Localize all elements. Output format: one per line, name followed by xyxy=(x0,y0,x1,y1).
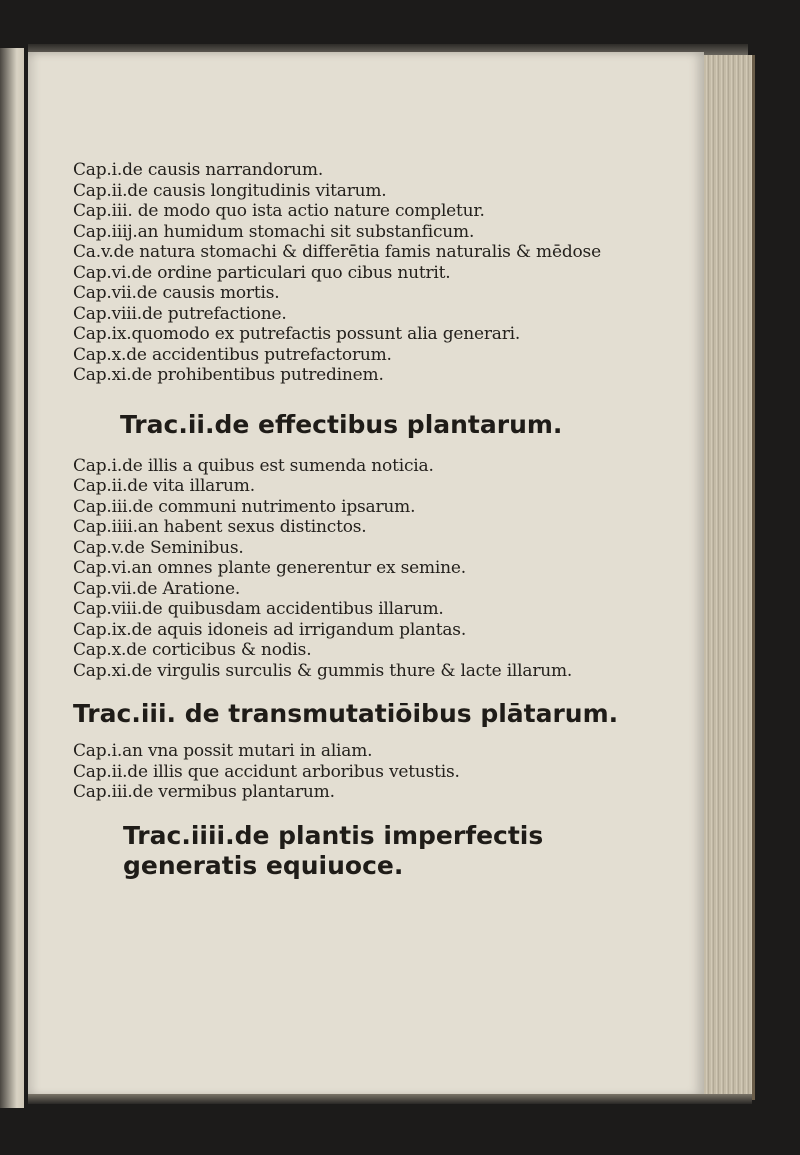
chapter-line: Cap.iiij.an humidum stomachi sit substanficum. xyxy=(73,221,475,242)
chapter-line: Cap.x.de corticibus & nodis. xyxy=(73,640,312,660)
chapter-line: Cap.iiii.an habent sexus distinctos. xyxy=(73,517,367,537)
chapter-line: Cap.i.de causis narrandorum. xyxy=(73,160,324,180)
chapter-line: Cap.vii.de Aratione. xyxy=(73,578,241,599)
chapter-line: Cap.vi.de ordine particulari quo cibus nutrit. xyxy=(73,262,451,283)
chapter-line: Cap.xi.de prohibentibus putredinem. xyxy=(73,365,384,385)
chapter-line: Cap.vii.de causis mortis. xyxy=(73,283,280,303)
chapter-line: Cap.iii. de modo quo ista actio nature completur. xyxy=(73,201,485,221)
chapter-line: Cap.viii.de quibusdam accidentibus illarum. xyxy=(73,599,444,619)
tract3-heading: Trac.iii. de transmutatiōibus plātarum. xyxy=(73,699,619,728)
chapter-line: Cap.ix.de aquis idoneis ad irrigandum plantas. xyxy=(73,619,467,640)
chapter-line: Cap.x.de accidentibus putrefactorum. xyxy=(73,344,392,365)
chapter-line: Cap.ii.de illis que accidunt arboribus vetustis. xyxy=(73,761,460,782)
tract4-heading-line2: generatis equiuoce. xyxy=(123,850,404,880)
tract1-chapter-list xyxy=(73,160,688,386)
chapter-line: Cap.vi.an omnes plante generentur ex semine. xyxy=(73,558,466,578)
chapter-line: Cap.ii.de causis longitudinis vitarum. xyxy=(73,180,387,201)
chapter-line: Cap.xi.de virgulis surculis & gummis thure & lacte illarum. xyxy=(73,660,573,681)
chapter-line: Cap.v.de Seminibus. xyxy=(73,537,244,558)
chapter-line: Cap.iii.de communi nutrimento ipsarum. xyxy=(73,496,416,517)
page-bottom-edge xyxy=(28,1094,752,1104)
page-text xyxy=(73,160,688,881)
chapter-line: Cap.viii.de putrefactione. xyxy=(73,303,287,324)
tract4-heading xyxy=(123,821,688,881)
tract4-heading-line1: Trac.iiii.de plantis imperfectis xyxy=(123,820,544,850)
chapter-line: Ca.v.de natura stomachi & differētia famis naturalis & mēdose xyxy=(73,242,601,262)
page-stack-edge xyxy=(700,55,755,1100)
tract2-chapter-list xyxy=(73,456,688,682)
chapter-line: Cap.ii.de vita illarum. xyxy=(73,476,255,496)
facing-page-edge xyxy=(0,48,24,1108)
chapter-line: Cap.iii.de vermibus plantarum. xyxy=(73,782,335,802)
tract3-chapter-list xyxy=(73,741,688,803)
chapter-line: Cap.i.an vna possit mutari in aliam. xyxy=(73,741,373,761)
chapter-line: Cap.ix.quomodo ex putrefactis possunt alia generari. xyxy=(73,324,521,344)
chapter-line: Cap.i.de illis a quibus est sumenda noticia. xyxy=(73,455,434,476)
tract2-heading: Trac.ii.de effectibus plantarum. xyxy=(120,409,563,439)
